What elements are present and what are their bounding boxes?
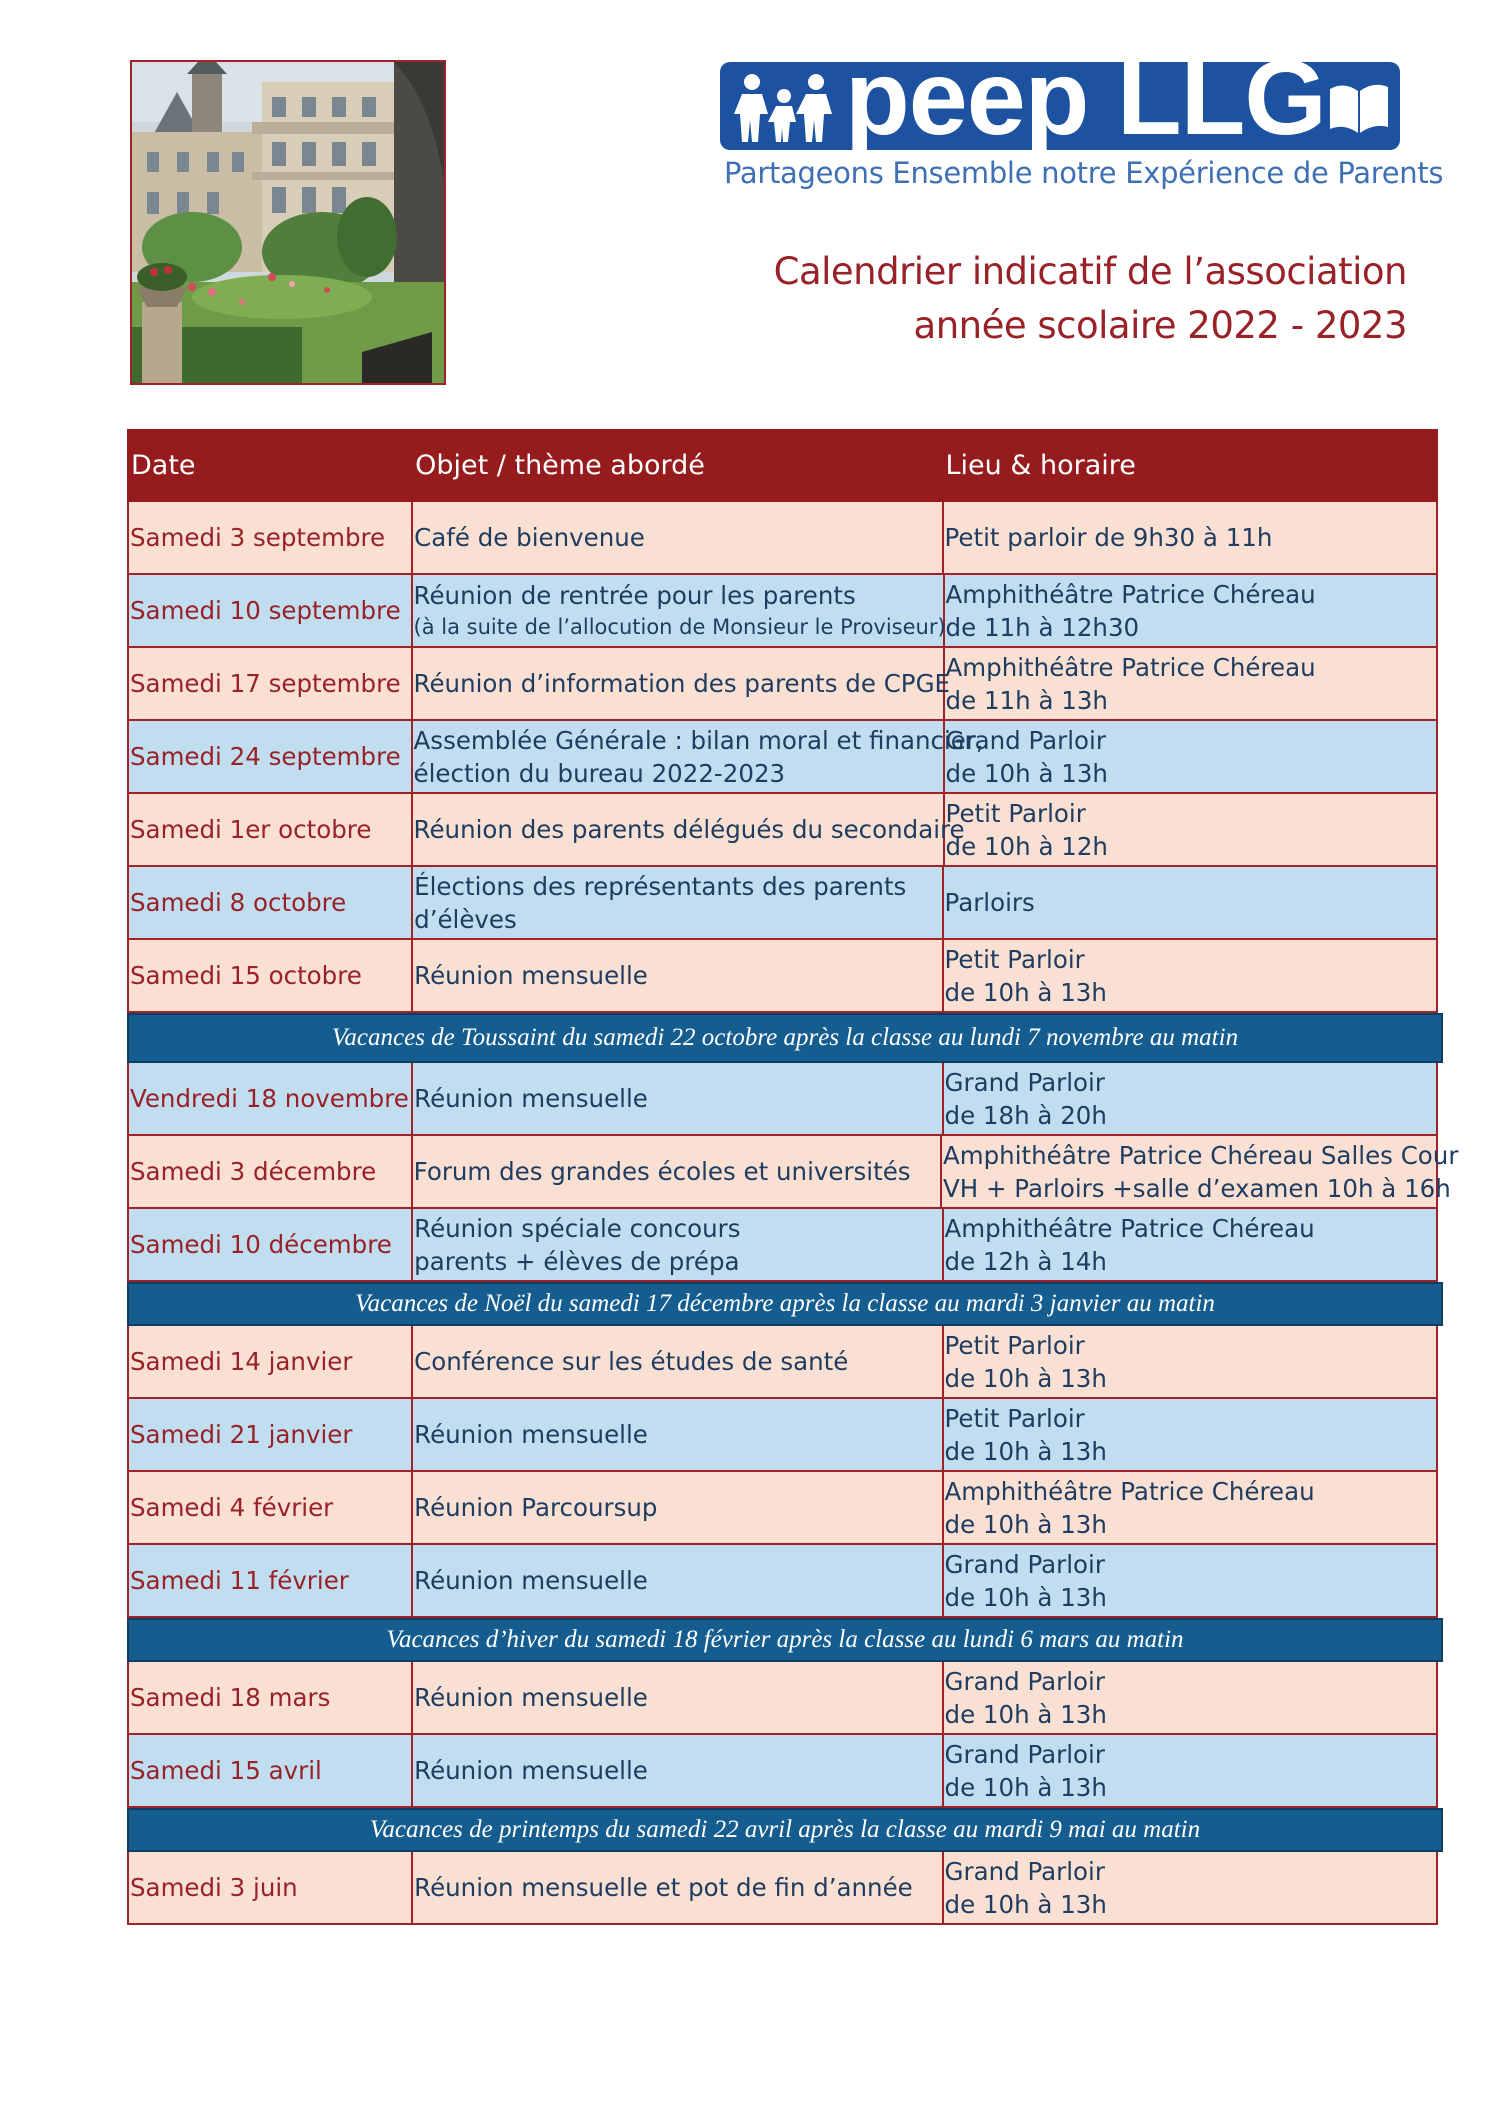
event-place-line: Grand Parloir bbox=[944, 1549, 1105, 1579]
event-subject-line: Réunion Parcoursup bbox=[414, 1493, 658, 1522]
place-cell bbox=[944, 1209, 1436, 1280]
date-cell bbox=[129, 1472, 413, 1543]
event-subject-line: Réunion mensuelle bbox=[414, 1756, 648, 1785]
date-cell bbox=[129, 1063, 413, 1134]
event-place-line: Amphithéâtre Patrice Chéreau bbox=[945, 652, 1316, 682]
table-row bbox=[127, 867, 1438, 940]
event-place-line: de 11h à 13h bbox=[945, 685, 1108, 715]
date-cell bbox=[129, 648, 413, 719]
event-date: Samedi 10 décembre bbox=[130, 1230, 392, 1259]
subject-cell bbox=[413, 1852, 943, 1923]
place-cell bbox=[944, 1063, 1436, 1134]
place-cell bbox=[944, 940, 1436, 1011]
school-courtyard-photo bbox=[130, 60, 446, 385]
event-date: Samedi 10 septembre bbox=[130, 596, 401, 625]
event-subject-line: Réunion mensuelle bbox=[414, 1566, 648, 1595]
date-cell bbox=[129, 940, 413, 1011]
event-place-line: de 10h à 12h bbox=[945, 831, 1108, 861]
event-subject-line: Conférence sur les études de santé bbox=[414, 1347, 849, 1376]
table-row bbox=[127, 1063, 1438, 1136]
event-place-line: de 10h à 13h bbox=[944, 977, 1107, 1007]
event-subject-line: Assemblée Générale : bilan moral et financier, bbox=[413, 725, 984, 755]
table-row bbox=[127, 1399, 1438, 1472]
event-place-line: Grand Parloir bbox=[944, 1856, 1105, 1886]
table-row bbox=[127, 1472, 1438, 1545]
place-cell bbox=[944, 1326, 1436, 1397]
event-place-line: Amphithéâtre Patrice Chéreau bbox=[945, 579, 1316, 609]
table-row bbox=[127, 648, 1438, 721]
event-subject-line: Réunion mensuelle bbox=[414, 1084, 648, 1113]
event-date: Samedi 15 octobre bbox=[130, 961, 362, 990]
subject-cell bbox=[413, 1472, 943, 1543]
date-cell bbox=[129, 794, 413, 865]
event-date: Samedi 3 décembre bbox=[130, 1157, 377, 1186]
table-row bbox=[127, 794, 1438, 867]
subject-cell bbox=[413, 1063, 943, 1134]
event-date: Samedi 11 février bbox=[130, 1566, 349, 1595]
event-subject-line: Réunion de rentrée pour les parents bbox=[413, 581, 856, 610]
event-subject-line: Élections des représentants des parents bbox=[414, 871, 907, 901]
event-place-line: de 10h à 13h bbox=[944, 1699, 1107, 1729]
courtyard-illustration bbox=[132, 62, 444, 383]
table-row bbox=[127, 1852, 1438, 1925]
subject-cell bbox=[413, 575, 945, 646]
event-subject-line: Réunion mensuelle et pot de fin d’année bbox=[414, 1873, 913, 1902]
subject-cell bbox=[413, 1662, 943, 1733]
table-row bbox=[127, 940, 1438, 1013]
event-subject-line: Café de bienvenue bbox=[414, 523, 645, 552]
event-place-line: Amphithéâtre Patrice Chéreau bbox=[944, 1476, 1315, 1506]
place-cell bbox=[945, 575, 1436, 646]
event-date: Samedi 14 janvier bbox=[130, 1347, 353, 1376]
table-row bbox=[127, 1662, 1438, 1735]
subject-cell bbox=[413, 794, 965, 865]
event-date: Samedi 4 février bbox=[130, 1493, 334, 1522]
peep-llg-logo bbox=[720, 39, 1444, 192]
calendar-table bbox=[127, 429, 1459, 1925]
event-date: Samedi 17 septembre bbox=[130, 669, 401, 698]
place-cell bbox=[944, 867, 1436, 938]
table-row bbox=[127, 721, 1438, 794]
event-subject-line: Réunion mensuelle bbox=[414, 961, 648, 990]
event-place-line: de 12h à 14h bbox=[944, 1246, 1107, 1276]
event-subject-line: Réunion spéciale concours bbox=[414, 1213, 741, 1243]
page-title-line-2: année scolaire 2022 - 2023 bbox=[913, 304, 1407, 347]
subject-cell bbox=[413, 1545, 943, 1616]
subject-cell bbox=[413, 867, 943, 938]
place-cell bbox=[944, 1472, 1436, 1543]
event-date: Samedi 1er octobre bbox=[130, 815, 372, 844]
table-row bbox=[127, 1735, 1438, 1808]
page-title bbox=[774, 245, 1407, 353]
event-place-line: Grand Parloir bbox=[944, 1739, 1105, 1769]
place-cell bbox=[945, 794, 1436, 865]
subject-cell bbox=[413, 502, 943, 573]
family-icon bbox=[724, 62, 844, 150]
event-place-line: de 10h à 13h bbox=[944, 1582, 1107, 1612]
event-place-line: de 10h à 13h bbox=[944, 1363, 1107, 1393]
event-date: Samedi 15 avril bbox=[130, 1756, 322, 1785]
date-cell bbox=[129, 1545, 413, 1616]
event-date: Samedi 8 octobre bbox=[130, 888, 347, 917]
place-cell bbox=[942, 1136, 1459, 1207]
place-cell bbox=[944, 1545, 1436, 1616]
date-cell bbox=[129, 502, 413, 573]
event-date: Samedi 24 septembre bbox=[130, 742, 401, 771]
place-cell bbox=[944, 502, 1436, 573]
place-cell bbox=[944, 1735, 1436, 1806]
date-cell bbox=[129, 721, 413, 792]
table-row bbox=[127, 502, 1438, 575]
table-row bbox=[127, 1136, 1459, 1209]
date-cell bbox=[129, 1399, 413, 1470]
subject-cell bbox=[413, 721, 984, 792]
event-subject-line: Réunion des parents délégués du secondaire bbox=[413, 815, 965, 844]
date-cell bbox=[129, 1852, 413, 1923]
event-place-line: Petit Parloir bbox=[945, 798, 1086, 828]
event-place-line: Petit Parloir bbox=[944, 1330, 1085, 1360]
event-place-line: Petit Parloir bbox=[944, 1403, 1085, 1433]
event-subject-line: Forum des grandes écoles et universités bbox=[413, 1157, 911, 1186]
place-cell bbox=[944, 1662, 1436, 1733]
event-subject-line: Réunion mensuelle bbox=[414, 1420, 648, 1449]
table-row bbox=[127, 1326, 1438, 1399]
event-place-line: de 10h à 13h bbox=[944, 1772, 1107, 1802]
event-place-line: Grand Parloir bbox=[944, 1666, 1105, 1696]
event-date: Vendredi 18 novembre bbox=[130, 1084, 409, 1113]
date-cell bbox=[129, 1735, 413, 1806]
date-cell bbox=[129, 1326, 413, 1397]
table-row bbox=[127, 1545, 1438, 1618]
subject-cell bbox=[413, 1209, 943, 1280]
event-place-line: Parloirs bbox=[944, 888, 1035, 917]
event-place-line: Grand Parloir bbox=[944, 1067, 1105, 1097]
date-cell bbox=[129, 867, 413, 938]
table-row bbox=[127, 575, 1438, 648]
event-place-line: Amphithéâtre Patrice Chéreau Salles Cour bbox=[943, 1140, 1459, 1170]
subject-cell bbox=[413, 1735, 943, 1806]
date-cell bbox=[129, 1136, 413, 1207]
column-header-subject: Objet / thème abordé bbox=[415, 450, 705, 481]
date-cell bbox=[129, 1662, 413, 1733]
event-place-line: de 10h à 13h bbox=[944, 1436, 1107, 1466]
event-place-line: de 10h à 13h bbox=[945, 758, 1108, 788]
open-book-icon bbox=[1324, 71, 1394, 141]
place-cell bbox=[945, 648, 1436, 719]
table-body bbox=[127, 502, 1459, 1925]
page-title-line-1: Calendrier indicatif de l’association bbox=[773, 250, 1407, 293]
place-cell bbox=[945, 721, 1436, 792]
event-subject-line: élection du bureau 2022-2023 bbox=[413, 758, 786, 788]
subject-cell bbox=[413, 648, 951, 719]
date-cell bbox=[129, 575, 413, 646]
table-row bbox=[127, 1209, 1438, 1282]
vacation-banner: Vacances d’hiver du samedi 18 février après la classe au lundi 6 mars au matin bbox=[127, 1618, 1443, 1662]
place-cell bbox=[944, 1852, 1436, 1923]
subject-cell bbox=[413, 1136, 942, 1207]
event-date: Samedi 18 mars bbox=[130, 1683, 331, 1712]
vacation-banner: Vacances de Toussaint du samedi 22 octobre après la classe au lundi 7 novembre au matin bbox=[127, 1013, 1443, 1063]
subject-cell bbox=[413, 1399, 943, 1470]
event-place-line: de 11h à 12h30 bbox=[945, 612, 1140, 642]
event-place-line: Petit Parloir bbox=[944, 944, 1085, 974]
event-date: Samedi 3 septembre bbox=[130, 523, 386, 552]
event-subject-line: Réunion d’information des parents de CPGE bbox=[413, 669, 951, 698]
event-subject-line: Réunion mensuelle bbox=[414, 1683, 648, 1712]
subject-cell bbox=[413, 1326, 943, 1397]
subject-cell bbox=[413, 940, 943, 1011]
logo-tagline: Partageons Ensemble notre Expérience de Parents bbox=[724, 156, 1444, 190]
event-date: Samedi 3 juin bbox=[130, 1873, 298, 1902]
place-cell bbox=[944, 1399, 1436, 1470]
logo-banner bbox=[720, 39, 1400, 157]
event-place-line: de 18h à 20h bbox=[944, 1100, 1107, 1130]
logo-wordmark: peep LLG bbox=[845, 39, 1326, 157]
vacation-banner: Vacances de printemps du samedi 22 avril après la classe au mardi 9 mai au matin bbox=[127, 1808, 1443, 1852]
vacation-banner: Vacances de Noël du samedi 17 décembre après la classe au mardi 3 janvier au matin bbox=[127, 1282, 1443, 1326]
event-place-line: de 10h à 13h bbox=[944, 1509, 1107, 1539]
event-place-line: Grand Parloir bbox=[945, 725, 1106, 755]
event-subject-line: d’élèves bbox=[414, 904, 517, 934]
event-place-line: Amphithéâtre Patrice Chéreau bbox=[944, 1213, 1315, 1243]
column-header-place: Lieu & horaire bbox=[945, 450, 1136, 481]
table-header-row bbox=[127, 429, 1438, 502]
date-cell bbox=[129, 1209, 413, 1280]
event-place-line: Petit parloir de 9h30 à 11h bbox=[944, 523, 1273, 552]
event-place-line: VH + Parloirs +salle d’examen 10h à 16h bbox=[943, 1173, 1451, 1203]
event-place-line: de 10h à 13h bbox=[944, 1889, 1107, 1919]
event-date: Samedi 21 janvier bbox=[130, 1420, 353, 1449]
event-subject-line: parents + élèves de prépa bbox=[414, 1246, 740, 1276]
column-header-date: Date bbox=[131, 450, 196, 481]
event-subject-line: (à la suite de l’allocution de Monsieur le Proviseur) bbox=[413, 615, 946, 639]
